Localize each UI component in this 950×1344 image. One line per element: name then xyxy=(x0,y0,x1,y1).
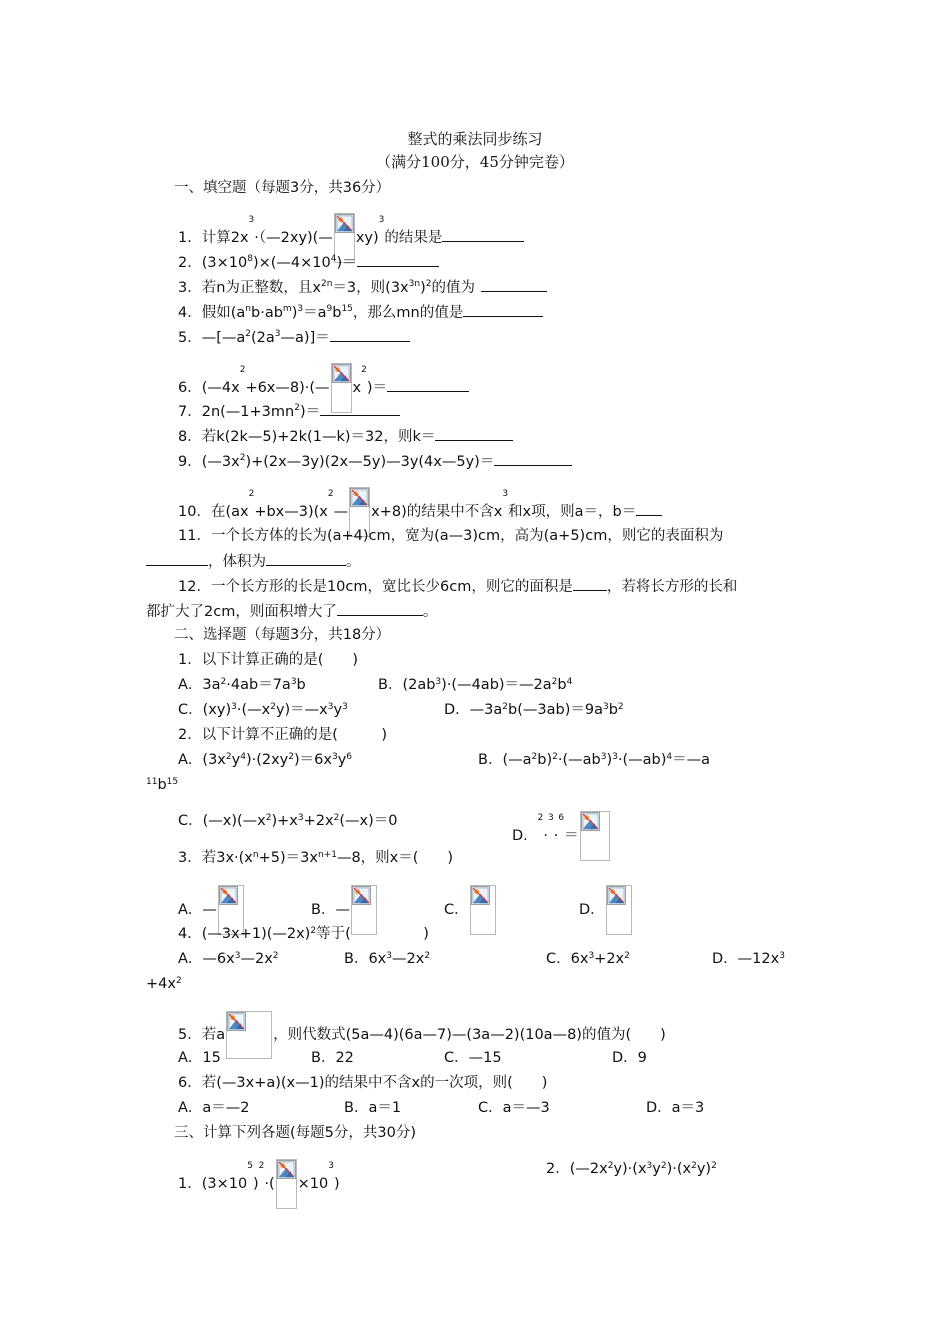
s1-question-6: 6．$(—4x^2+6x—8)\cdot(—$ $x^2)=$ xyxy=(178,363,469,413)
broken-image-icon xyxy=(606,885,632,935)
answer-blank xyxy=(357,252,439,267)
answer-blank xyxy=(337,601,423,616)
s1-question-8: 8．若k(2k—5)+2k(1—k)＝32，则k＝ xyxy=(178,426,513,447)
s2-q2-option-a: A．$(3x^2y^4)\cdot(2xy^2)=6x^3y^6$ xyxy=(178,752,353,768)
s2-q2-option-c: C．$(—x)(—x^2)+x^3+2x^2(—x)=0$ xyxy=(178,813,398,829)
answer-blank xyxy=(330,327,410,342)
answer-blank xyxy=(387,377,469,392)
answer-blank xyxy=(573,576,607,591)
s2-q6-option-b: B．a＝1 xyxy=(344,1100,402,1116)
s2-question-2: 2．以下计算不正确的是( ) xyxy=(178,727,388,743)
s2-q5-option-a: A．15 xyxy=(178,1050,221,1066)
answer-blank xyxy=(463,302,543,317)
s2-q3-option-d: D． xyxy=(579,885,633,935)
s3-question-2: 2．$(—2x^2y)\cdot(x^3y^2)\cdot(x^2y)^2$ xyxy=(546,1161,717,1177)
s2-q6-option-d: D．a＝3 xyxy=(646,1100,705,1116)
section-1-heading: 一、填空题（每题3分，共36分） xyxy=(174,180,391,196)
s2-q4-option-d-cont: $+4x^2$ xyxy=(146,976,182,992)
s1-question-1: 1．计算$2x^3\cdot(—2xy)(—$ xy)$^3$的结果是 xyxy=(178,213,524,263)
page-subtitle: （满分100分，45分钟完卷） xyxy=(376,153,574,171)
s2-q2-option-b-cont: $^{11}b^{15}$ xyxy=(146,777,179,793)
s2-question-5: 5．若a ，则代数式(5a—4)(6a—7)—(3a—2)(10a—8)的值为( ) xyxy=(178,1011,666,1059)
broken-image-icon xyxy=(470,885,496,935)
s1-question-2: 2．$(3\times 10^8)\times(—4\times 10^4)=$ xyxy=(178,252,439,273)
answer-blank xyxy=(435,426,513,441)
s2-q1-option-c: C．$(xy)^3\cdot(—x^2y)=—x^3y^3$ xyxy=(178,702,348,718)
s3-question-1: 1．$(3\times 10^5)^2\cdot$( $\times 10^3$) xyxy=(178,1159,340,1209)
s2-q4-option-c: C．$6x^3+2x^2$ xyxy=(546,951,630,967)
broken-image-icon xyxy=(226,1011,272,1059)
answer-blank xyxy=(266,551,346,566)
s2-q1-option-a: A．$3a^2\cdot 4ab=7a^3b$ xyxy=(178,677,306,693)
s2-q3-option-b: B．— xyxy=(311,885,378,935)
s2-q5-option-d: D．9 xyxy=(612,1050,647,1066)
broken-image-icon xyxy=(580,811,610,861)
s2-q6-option-c: C．a＝—3 xyxy=(478,1100,550,1116)
s2-q4-option-a: A．$—6x^3—2x^2$ xyxy=(178,951,279,967)
s1-question-12: 12．一个长方形的长是10cm，宽比长少6cm，则它的面积是 ，若将长方形的长和 xyxy=(178,576,737,597)
answer-blank xyxy=(494,451,572,466)
s2-q1-option-d: D．$—3a^2b(—3ab)=9a^3b^2$ xyxy=(444,702,624,718)
answer-blank xyxy=(481,277,547,292)
s1-question-5: 5．$—[—a^2(2a^3—a)]=$ xyxy=(178,327,410,348)
s1-question-10: 10．在$(ax^2+bx—3)(x^2—$ x+8)的结果中不含$x^3$和x项，则a＝，b＝ xyxy=(178,487,662,537)
s1-question-11: 11．一个长方体的长为(a+4)cm，宽为(a—3)cm，高为(a+5)cm，则它的表面积为 xyxy=(178,528,724,544)
s2-question-3: 3．若$3x\cdot(x^n+5)=3x^{n+1}—8$，则x＝( ) xyxy=(178,850,454,866)
answer-blank xyxy=(320,401,400,416)
s2-q5-option-c: C．—15 xyxy=(444,1050,502,1066)
s2-q3-option-c: C． xyxy=(444,885,497,935)
s1-question-11-cont: ，体积为 。 xyxy=(146,551,361,572)
s1-question-9: 9．$(—3x^2)+(2x—3y)(2x—5y)—3y(4x—5y)=$ xyxy=(178,451,572,472)
s2-q4-option-d: D．$—12x^3$ xyxy=(712,951,785,967)
answer-blank xyxy=(636,501,662,516)
s2-q2-option-d: D．$^2$·$^3$·$^6$＝ xyxy=(512,811,611,861)
s2-q5-option-b: B．22 xyxy=(311,1050,354,1066)
s1-question-3: 3．若n为正整数，且$x^{2n}=3$，则$(3x^{3n})^2$的值为 xyxy=(178,277,547,298)
s2-q3-option-a: A．— xyxy=(178,885,245,935)
section-3-heading: 三、计算下列各题(每题5分，共30分) xyxy=(174,1125,416,1141)
s2-question-6: 6．若(—3x+a)(x—1)的结果中不含x的一次项，则( ) xyxy=(178,1075,548,1091)
s2-q4-option-b: B．$6x^3—2x^2$ xyxy=(344,951,431,967)
s1-question-4: 4．假如$(a^nb\cdot ab^m)^3=a^9b^{15}$，那么mn的值是 xyxy=(178,302,543,323)
s2-q6-option-a: A．a＝—2 xyxy=(178,1100,250,1116)
section-2-heading: 二、选择题（每题3分，共18分） xyxy=(174,627,391,643)
s2-q2-option-b: B．$(—a^2b)^2\cdot(—ab^3)^3\cdot(—ab)^4=—a$ xyxy=(478,752,710,768)
answer-blank xyxy=(442,227,524,242)
s2-q1-option-b: B．$(2ab^3)\cdot(—4ab)=—2a^2b^4$ xyxy=(378,677,573,693)
s2-question-1: 1．以下计算正确的是( ) xyxy=(178,652,359,668)
broken-image-icon xyxy=(276,1159,297,1209)
page-title: 整式的乘法同步练习 xyxy=(407,130,543,148)
answer-blank xyxy=(146,551,208,566)
s1-question-12-cont: 都扩大了2cm，则面积增大了 。 xyxy=(146,601,437,622)
s1-question-7: 7．$2n(—1+3mn^2)=$ xyxy=(178,401,400,422)
s2-question-4: 4．(—3x+1)(—2x)$^2$等于( ) xyxy=(178,926,429,942)
